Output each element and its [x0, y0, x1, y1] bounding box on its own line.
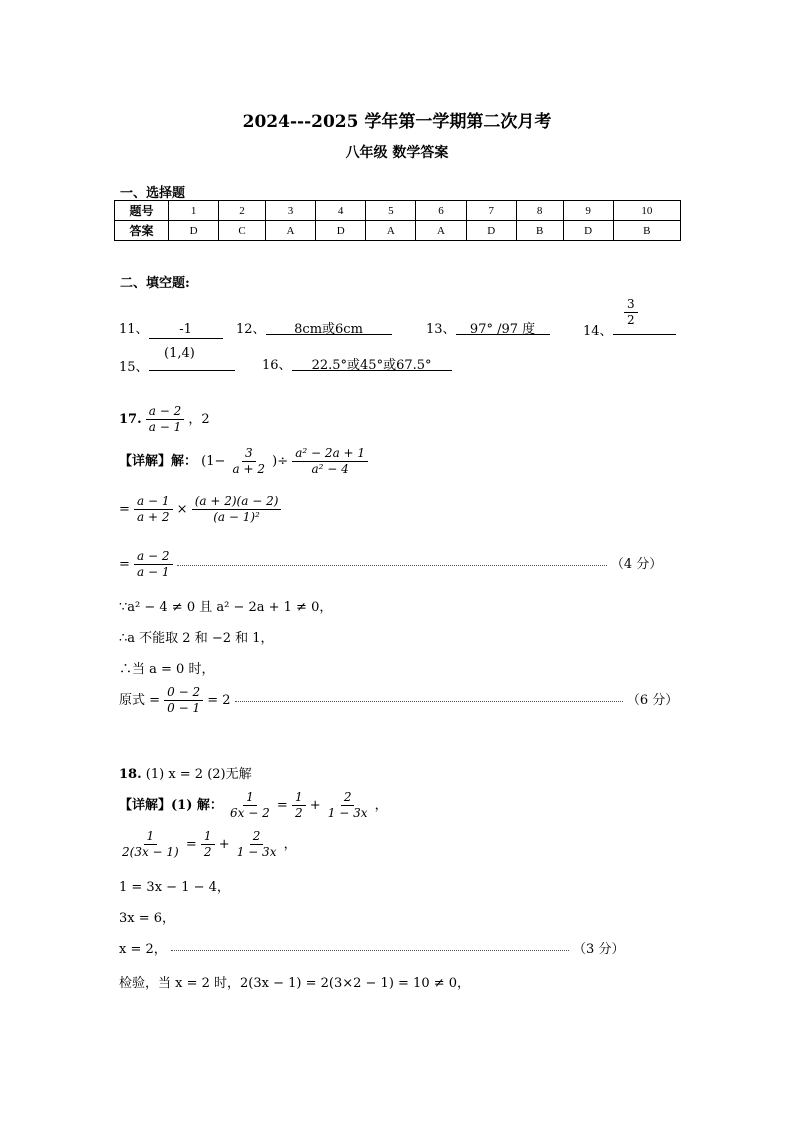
- q18-l1-hden: 1 − 3x: [327, 806, 368, 820]
- q15-number: 15、: [119, 360, 149, 375]
- q17-line4: ∵a² − 4 ≠ 0 且 a² − 2a + 1 ≠ 0，: [119, 600, 333, 615]
- q18-l1-eq: =: [276, 798, 288, 813]
- q17-step2-gden: (a − 1)²: [213, 510, 260, 524]
- q17-step2-gnum: (a + 2)(a − 2): [192, 494, 282, 510]
- answer-table: [114, 200, 681, 241]
- question-cell: 5: [366, 201, 416, 221]
- row-header-question: 题号: [115, 201, 169, 221]
- q18-l2-fden: 2(3x − 1): [122, 845, 179, 859]
- q18-l2-fnum: 1: [144, 829, 158, 845]
- q17-line7-pre: 原式 =: [119, 693, 161, 708]
- page-title: 2024---2025 学年第一学期第二次月考: [242, 112, 552, 132]
- q11-number: 11、: [119, 322, 149, 337]
- q17-step1-gnum: a² − 2a + 1: [292, 446, 368, 462]
- q18-l1-gden: 2: [294, 806, 303, 820]
- q17-step2-times: ×: [176, 502, 188, 517]
- q18-line2: [119, 829, 297, 860]
- question-cell: 7: [466, 201, 516, 221]
- q17-step1-fnum: 3: [242, 446, 256, 462]
- q17-step3-den: a − 1: [137, 565, 170, 579]
- q18-l2-hnum: 2: [250, 829, 264, 845]
- q12-number: 12、: [236, 322, 266, 337]
- answer-cell: C: [219, 221, 266, 241]
- question-cell: 10: [613, 201, 680, 221]
- answer-cell: A: [416, 221, 466, 241]
- q17-line5: ∴a 不能取 2 和 −2 和 1，: [119, 631, 274, 646]
- q17-step2: [119, 494, 281, 525]
- answer-cell: D: [316, 221, 366, 241]
- q18-l2-eq: =: [185, 837, 197, 852]
- q18-summary: (1) x = 2 (2)无解: [145, 767, 252, 782]
- answer-cell: B: [516, 221, 563, 241]
- question-cell: 4: [316, 201, 366, 221]
- q17-step1: [119, 446, 368, 477]
- q17-step1-gden: a² − 4: [311, 462, 349, 476]
- q17-line6: ∴当 a = 0 时，: [119, 662, 215, 677]
- q17-detail-label: 【详解】解：: [119, 454, 198, 469]
- q11-answer: -1: [149, 322, 223, 339]
- q17-step1-open: (1−: [201, 454, 226, 469]
- q13-answer: 97° /97 度: [456, 318, 550, 335]
- q14-fraction: [624, 297, 638, 328]
- answer-cell: D: [563, 221, 613, 241]
- question-cell: 9: [563, 201, 613, 221]
- question-cell: 2: [219, 201, 266, 221]
- q16-answer: 22.5°或45°或67.5°: [292, 354, 452, 371]
- q17-answer-line: [119, 404, 210, 435]
- q18-line3: 1 = 3x − 1 − 4，: [119, 880, 230, 895]
- fill-q13: [426, 318, 550, 337]
- q17-step2-fden: a + 2: [137, 510, 170, 524]
- leader-dots: [177, 564, 607, 566]
- q15-answer: (1,4): [164, 346, 195, 361]
- q18-answer-line: [119, 763, 252, 782]
- q17-line7-points: （6 分）: [626, 693, 679, 708]
- section2-heading: 二、填空题:: [120, 276, 190, 291]
- q17-step2-fnum: a − 1: [134, 494, 172, 510]
- q14-frac-den: 2: [627, 313, 635, 327]
- fill-q11: [119, 318, 223, 339]
- fill-q16: [262, 354, 452, 373]
- q13-number: 13、: [426, 322, 456, 337]
- q18-line1: [119, 790, 388, 821]
- q18-l2-gnum: 1: [201, 829, 215, 845]
- q16-number: 16、: [262, 358, 292, 373]
- leader-dots: [171, 949, 569, 951]
- q17-step3: [119, 549, 662, 580]
- question-cell: 6: [416, 201, 466, 221]
- q18-line4: 3x = 6，: [119, 911, 176, 926]
- q17-line7-den: 0 − 1: [167, 701, 201, 715]
- q18-l1-tail: ，: [374, 798, 388, 813]
- fill-q12: [236, 318, 392, 337]
- leader-dots: [235, 700, 623, 702]
- answer-cell: A: [265, 221, 315, 241]
- q17-step2-eq: =: [119, 502, 130, 517]
- q18-l2-gden: 2: [203, 845, 212, 859]
- q18-line6: 检验，当 x = 2 时，2(3x − 1) = 2(3×2 − 1) = 10 ≠ 0，: [119, 976, 471, 991]
- q18-l5-text: x = 2，: [119, 942, 167, 957]
- q18-detail-label: 【详解】(1) 解：: [119, 798, 223, 813]
- q14-frac-num: 3: [624, 297, 638, 313]
- q17-step1-close: )÷: [272, 454, 289, 469]
- q17-line7-post: = 2: [207, 693, 231, 708]
- q18-l5-points: （3 分）: [573, 942, 625, 957]
- q12-answer: 8cm或6cm: [266, 318, 392, 335]
- q17-label: 17.: [119, 412, 142, 427]
- page-subtitle: 八年级 数学答案: [345, 145, 449, 161]
- q18-l1-gnum: 1: [292, 790, 306, 806]
- q17-ans-den: a − 1: [148, 420, 182, 434]
- q18-l1-plus: +: [309, 798, 321, 813]
- q18-l1-fnum: 1: [243, 790, 257, 806]
- q14-number: 14、: [583, 324, 613, 339]
- q18-l1-hnum: 2: [341, 790, 355, 806]
- q17-step3-points: （4 分）: [610, 557, 663, 572]
- q17-ans-tail: ，2: [188, 412, 210, 427]
- q17-ans-num: a − 2: [146, 404, 184, 420]
- question-cell: 1: [169, 201, 219, 221]
- answer-cell: D: [466, 221, 516, 241]
- q18-label: 18.: [119, 767, 142, 782]
- row-header-answer: 答案: [115, 221, 169, 241]
- q18-l2-tail: ，: [283, 837, 297, 852]
- q17-step1-fden: a + 2: [232, 462, 266, 476]
- q17-step3-eq: =: [119, 557, 130, 572]
- q18-line5: [119, 938, 624, 957]
- q17-line7: [119, 685, 678, 716]
- q17-line7-num: 0 − 2: [164, 685, 203, 701]
- question-cell: 8: [516, 201, 563, 221]
- q14-blank: [613, 318, 676, 335]
- q17-step3-num: a − 2: [134, 549, 172, 565]
- answer-cell: D: [169, 221, 219, 241]
- q18-l1-fden: 6x − 2: [230, 806, 270, 820]
- question-cell: 3: [265, 201, 315, 221]
- q18-l2-hden: 1 − 3x: [236, 845, 277, 859]
- q18-l2-plus: +: [218, 837, 230, 852]
- answer-cell: B: [613, 221, 680, 241]
- answer-cell: A: [366, 221, 416, 241]
- answer-row: [115, 221, 681, 241]
- question-number-row: [115, 201, 681, 221]
- section1-heading: 一、选择题: [120, 186, 186, 201]
